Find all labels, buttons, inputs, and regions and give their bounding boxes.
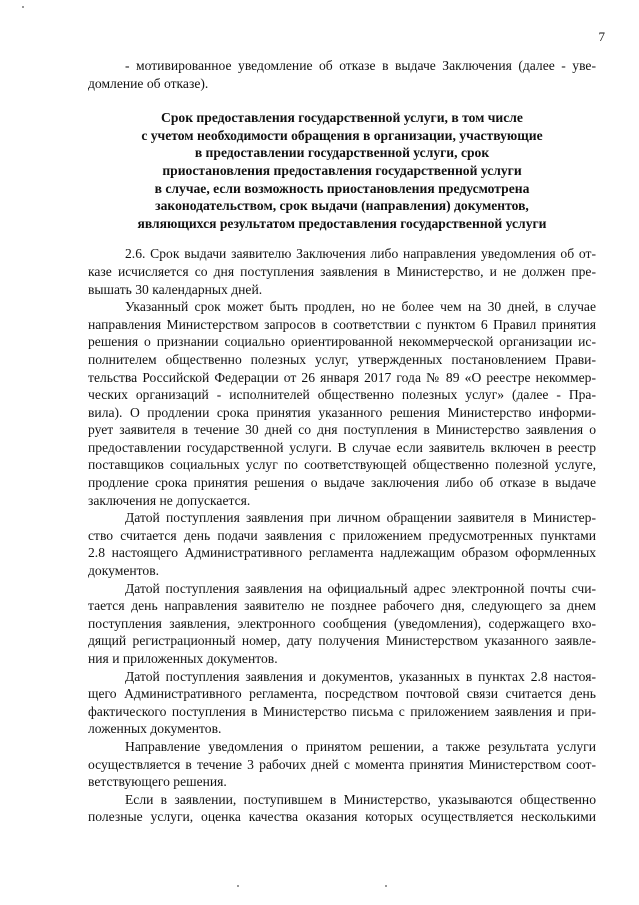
text-line: щего Административного регламента, посредством почтовой связи считается день <box>88 686 596 702</box>
text-line: ческих организаций - исполнителей общественно полезных услуг» (далее - Пра- <box>88 387 596 403</box>
heading-line: законодательством, срок выдачи (направления) документов, <box>155 198 529 214</box>
text-line: Датой поступления заявления на официальный адрес электронной почты счи- <box>125 580 596 596</box>
paragraph <box>88 738 596 791</box>
text-line: направления Министерством запросов в соответствии с пунктом 6 Правил принятия <box>88 316 596 332</box>
scan-speck <box>237 885 239 887</box>
text-line: документов. <box>88 563 160 579</box>
text-line: ния и приложенных документов. <box>88 651 278 666</box>
scan-speck <box>385 885 387 887</box>
paragraph <box>88 791 596 826</box>
text-line: казе исчисляется со дня поступления заявления в Министерство, и не должен пре- <box>88 263 596 279</box>
text-line: вышать 30 календарных дней. <box>88 281 263 297</box>
text-line: поступления заявления, электронного сообщения (уведомления), содержащего вхо- <box>88 615 596 631</box>
text-line: Направление уведомления о принятом решении, а также результата услуги <box>125 738 596 754</box>
paragraph <box>88 668 596 738</box>
heading-line: являющихся результатом предоставления государственной услуги <box>137 215 547 231</box>
text-line: домление об отказе). <box>88 75 209 91</box>
heading-line: приостановления предоставления государственной услуги <box>162 162 522 178</box>
paragraph <box>88 245 596 298</box>
text-line: вила). О продлении срока принятия указанного решения Министерство информи- <box>88 404 596 420</box>
text-line: фактического поступления в Министерство письма с приложением заявления и при- <box>88 703 596 719</box>
text-line: Если в заявлении, поступившем в Министерство, указываются общественно <box>125 791 596 807</box>
heading-line: в предоставлении государственной услуги, срок <box>194 145 490 161</box>
section-heading <box>88 109 596 232</box>
paragraph <box>88 298 596 509</box>
text-line: осуществляется в течение 3 рабочих дней с момента принятия Министерством соот- <box>88 756 596 772</box>
scan-speck <box>22 6 24 8</box>
text-line: поставщиков социальных услуг по соответствующей общественно полезной услуге, <box>88 457 596 473</box>
text-line: ложенных документов. <box>88 721 222 737</box>
text-line: - мотивированное уведомление об отказе в выдаче Заключения (далее - уве- <box>125 58 596 73</box>
text-line: тается день направления заявителю не позднее рабочего дня, следующего за днем <box>88 598 596 614</box>
text-line: продление срока принятия решения о выдаче заключения либо об отказе в выдаче <box>88 475 596 491</box>
text-line: заключения не допускается. <box>88 492 251 508</box>
paragraph <box>88 509 596 579</box>
page-number: 7 <box>598 29 605 44</box>
text-line: ветствующего решения. <box>88 774 227 790</box>
heading-line: с учетом необходимости обращения в организации, участвующие <box>141 127 543 143</box>
text-line: тельства Российской Федерации от 26 января 2017 года № 89 «О реестре некоммер- <box>88 369 596 385</box>
text-line: Датой поступления заявления и документов, указанных в пунктах 2.8 настоя- <box>125 668 596 684</box>
text-line: 2.8 настоящего Административного регламента надлежащим образом оформленных <box>88 545 596 561</box>
text-line: Датой поступления заявления при личном обращении заявителя в Министер- <box>125 510 596 526</box>
text-line: 2.6. Срок выдачи заявителю Заключения либо направления уведомления об от- <box>125 246 596 262</box>
heading-line: Срок предоставления государственной услуги, в том числе <box>161 110 523 126</box>
paragraph <box>88 580 596 668</box>
text-line: предоставлении государственной услуги. В случае если заявитель включен в реестр <box>88 439 596 455</box>
document-body <box>88 57 596 826</box>
text-line: дящий регистрационный номер, дату получения Министерством указанного заявле- <box>88 633 596 649</box>
text-line: ство считается день подачи заявления с приложением предусмотренных пунктами <box>88 527 596 543</box>
text-line: рует заявителя в течение 30 дней со дня поступления в Министерство заявления о <box>88 422 596 438</box>
text-line: полезные услуги, оценка качества оказания которых осуществляется несколькими <box>88 809 596 825</box>
intro-paragraph <box>88 57 596 92</box>
heading-line: в случае, если возможность приостановления предусмотрена <box>154 180 530 196</box>
paragraphs <box>88 245 596 826</box>
text-line: решения о признании социально ориентированной некоммерческой организации ис- <box>88 334 596 350</box>
text-line: Указанный срок может быть продлен, но не более чем на 30 дней, в случае <box>125 299 596 315</box>
text-line: полнителем общественно полезных услуг, утвержденных постановлением Прави- <box>88 351 596 367</box>
